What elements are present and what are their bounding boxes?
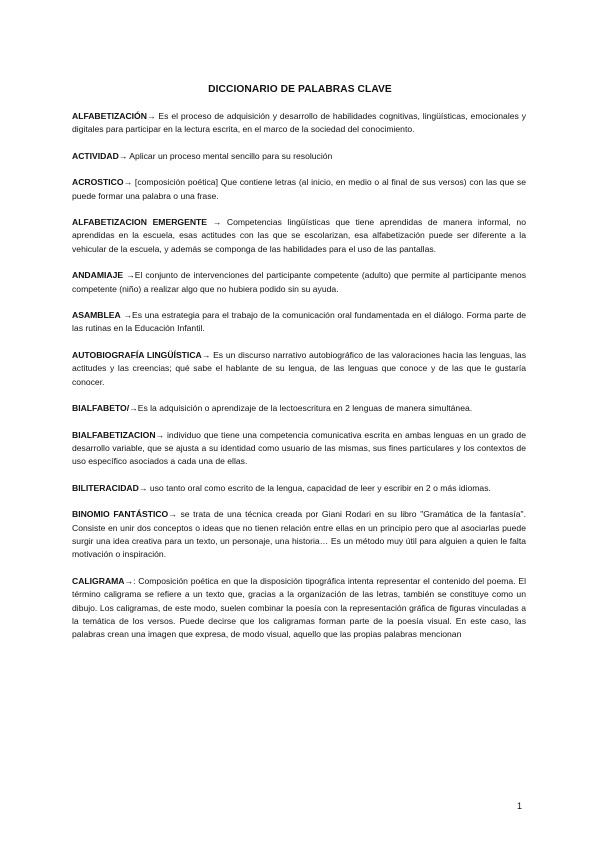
entry-definition: Es el proceso de adquisición y desarrollo de habilidades cognitivas, lingüísticas, emocionales y digitales para participar en la lectura escrita, en el marco de la sociedad del conocimiento. (72, 111, 526, 135)
entry-term: ACTIVIDAD (72, 150, 119, 161)
glossary-entry (72, 150, 526, 163)
entry-term: ALFABETIZACION EMERGENTE (72, 217, 208, 228)
glossary-entry (72, 110, 526, 137)
entry-term: BINOMIO FANTÁSTICO (72, 509, 169, 520)
glossary-entry (72, 429, 526, 469)
entry-definition: Es un discurso narrativo autobiográfico de las valoraciones hacia las lenguas, las actitudes y las creencias; qué sabe el hablante de su lengua, de las lenguas que conoce y de las que le gustaría conocer. (72, 349, 526, 387)
arrow-symbol: → (123, 177, 133, 188)
entry-definition: El conjunto de intervenciones del participante competente (adulto) que permite al participante menos competente (niño) a realizar algo que no hubiera podido sin su ayuda. (72, 270, 526, 294)
arrow-symbol: → (129, 403, 138, 414)
arrow-symbol: → (118, 150, 128, 161)
page-title: DICCIONARIO DE PALABRAS CLAVE (208, 84, 392, 95)
glossary-entry (72, 176, 526, 203)
entry-term: BILITERACIDAD (72, 482, 139, 493)
arrow-symbol: → (138, 482, 148, 493)
glossary-entry (72, 349, 526, 389)
entry-definition: Competencias lingüísticas que tiene aprendidas de manera informal, no aprendidas en la escuela, esas actitudes con las que se escolarizan, esa alfabetización puede ser diferente a la vehicular de la escuela, y además se componga de las habilidades para el uso de las pantallas. (72, 217, 526, 254)
arrow-symbol: → (120, 310, 133, 321)
entry-term: AUTOBIOGRAFÍA LINGÜÍSTICA (72, 349, 202, 360)
entry-definition: se trata de una técnica creada por Giani Rodari en su libro "Gramática de la fantasía". Consiste en unir dos conceptos o ideas que no tienen relación entre ellas en un principio pero que al asociarlas puede surgir una idea creativa para un texto, un personaje, una historia… Es un método muy útil para alguien a quien le falta motivación o inspiración. (72, 509, 526, 560)
entry-definition: individuo que tiene una competencia comunicativa escrita en ambas lenguas en un grado de desarrollo variable, que se ajusta a su identidad como usuario de las mismas, sus fines particulares y los contextos de uso específico asociados a cada una de ellas. (72, 429, 526, 467)
entry-term: BIALFABETIZACION (72, 429, 156, 440)
glossary-entries (72, 110, 526, 655)
page-number: 1 (517, 801, 523, 811)
entry-term: ALFABETIZACIÓN (72, 111, 147, 121)
arrow-symbol: → (168, 509, 177, 520)
glossary-entry (72, 309, 526, 336)
entry-definition: Aplicar un proceso mental sencillo para su resolución (127, 150, 333, 161)
entry-term: CALIGRAMA (72, 575, 125, 586)
glossary-entry (72, 575, 526, 642)
entry-definition: uso tanto oral como escrito de la lengua, capacidad de leer y escribir en 2 o más idiomas. (147, 482, 491, 493)
arrow-symbol: →: (124, 575, 136, 586)
glossary-entry (72, 402, 526, 415)
entry-definition: Composición poética en que la disposición tipográfica intenta representar el contenido del poema. El término caligrama se refiere a un texto que, gracias a la organización de las letras, también se constituye como un dibujo. Los caligramas, de este modo, suelen combinar la poesía con la representación gráfica de figuras vinculadas a la temática de los versos. Puede decirse que los caligramas forman parte de la poesía visual. En este caso, las palabras crean una imagen que expresa, de modo visual, aquello que las propias palabras mencionan (72, 575, 526, 640)
arrow-symbol: → (123, 270, 135, 281)
arrow-symbol: → (146, 111, 156, 121)
entry-term: BIALFABETO/ (72, 403, 130, 414)
entry-definition: Es una estrategia para el trabajo de la comunicación oral fundamentada en el diálogo. Forma parte de las rutinas en la Educación Infantil. (72, 310, 527, 334)
arrow-symbol: → (207, 217, 222, 228)
entry-term: ANDAMIAJE (72, 270, 124, 281)
entry-term: ACROSTICO (72, 177, 124, 188)
glossary-entry (72, 269, 526, 296)
arrow-symbol: → (155, 429, 165, 440)
glossary-entry (72, 508, 526, 562)
entry-definition: Es la adquisición o aprendizaje de la lectoescritura en 2 lenguas de manera simultánea. (137, 403, 473, 414)
glossary-entry (72, 482, 526, 495)
entry-definition: [composición poética] Que contiene letras (al inicio, en medio o al final de sus versos) con las que se puede formar una palabra o una frase. (72, 177, 526, 201)
glossary-entry (72, 216, 526, 256)
entry-term: ASAMBLEA (72, 310, 121, 321)
arrow-symbol: → (201, 349, 211, 360)
